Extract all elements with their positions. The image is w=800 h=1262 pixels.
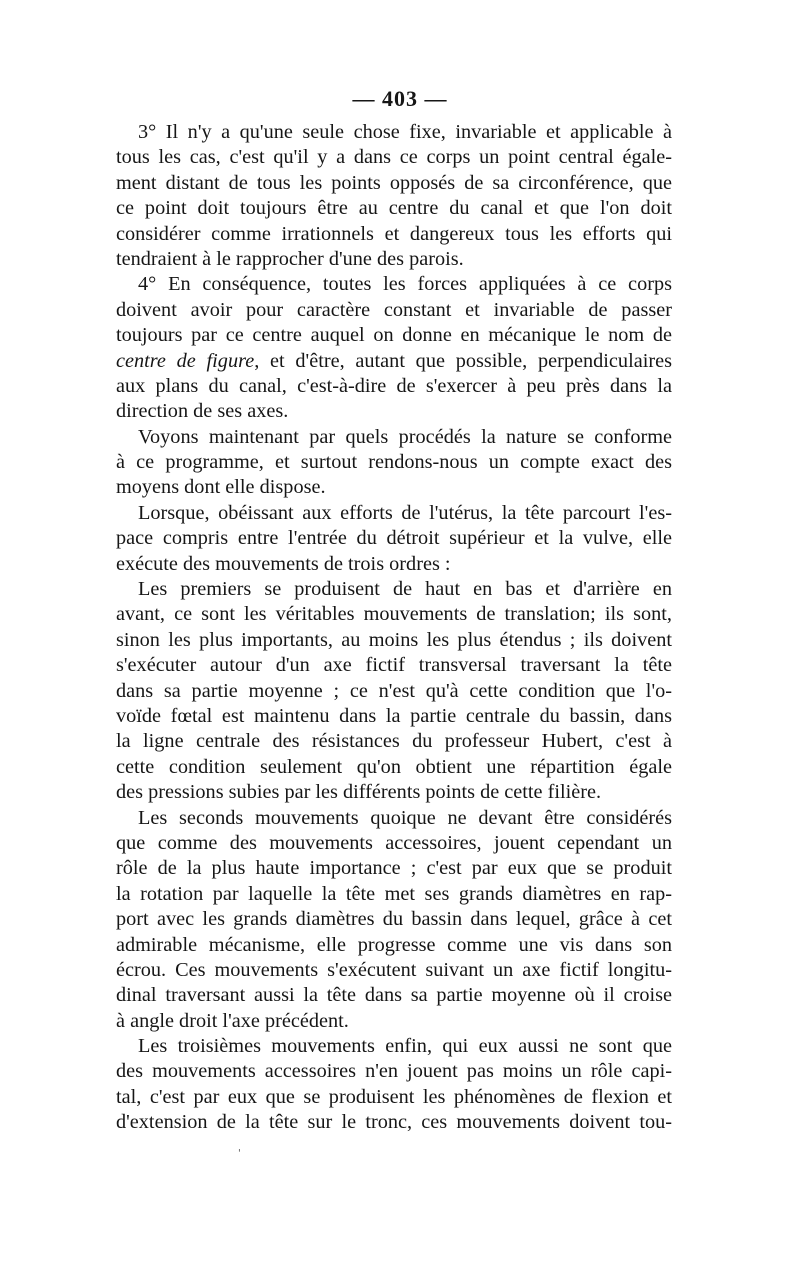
stray-mark: ' xyxy=(238,1148,241,1159)
text-line: 4° En conséquence, toutes les forces appliquées à ce corps xyxy=(138,273,672,296)
text-line: dinal traversant aussi la tête dans sa partie moyenne où il croise xyxy=(116,984,672,1007)
text-line: des mouvements accessoires n'en jouent pas moins un rôle capi- xyxy=(116,1060,672,1083)
text-line: dans sa partie moyenne ; ce n'est qu'à cette condition que l'o- xyxy=(116,679,672,702)
text-line: aux plans du canal, c'est-à-dire de s'exercer à peu près dans la xyxy=(116,374,672,397)
text-line xyxy=(116,349,672,374)
text-line: tendraient à le rapprocher d'une des parois. xyxy=(116,247,464,270)
text-line: 3° Il n'y a qu'une seule chose fixe, invariable et applicable à xyxy=(138,121,672,143)
text-line: d'extension de la tête sur le tronc, ces mouvements doivent tou- xyxy=(116,1111,672,1134)
text-line: direction de ses axes. xyxy=(116,400,289,423)
text-line: à angle droit l'axe précédent. xyxy=(116,1009,349,1032)
text-line: ment distant de tous les points opposés de sa circonférence, que xyxy=(116,171,672,194)
text-line: la rotation par laquelle la tête met ses grands diamètres en rap- xyxy=(116,882,672,905)
text-line: écrou. Ces mouvements s'exécutent suivant un axe fictif longitu- xyxy=(116,958,672,981)
text-line: Voyons maintenant par quels procédés la nature se conforme xyxy=(138,425,672,448)
text-line: voïde fœtal est maintenu dans la partie centrale du bassin, dans xyxy=(116,704,672,727)
text-line: moyens dont elle dispose. xyxy=(116,476,326,499)
text-line: doivent avoir pour caractère constant et invariable de passer xyxy=(116,298,672,321)
text-line: s'exécuter autour d'un axe fictif transversal traversant la tête xyxy=(116,654,672,677)
text-line: port avec les grands diamètres du bassin dans lequel, grâce à cet xyxy=(116,908,672,931)
text-line: avant, ce sont les véritables mouvements de translation; ils sont, xyxy=(116,603,672,626)
text-line: pace compris entre l'entrée du détroit supérieur et la vulve, elle xyxy=(116,527,672,550)
italic-term: centre de figure xyxy=(116,349,255,372)
text-line: Les premiers se produisent de haut en bas et d'arrière en xyxy=(138,578,672,601)
text-line: tal, c'est par eux que se produisent les phénomènes de flexion et xyxy=(116,1085,672,1108)
text-line: exécute des mouvements de trois ordres : xyxy=(116,552,451,575)
page-number: — 403 — xyxy=(352,86,448,111)
text-line: à ce programme, et surtout rendons-nous un compte exact des xyxy=(116,451,672,474)
text-line: ce point doit toujours être au centre du canal et que l'on doit xyxy=(116,197,672,220)
text-line: Les seconds mouvements quoique ne devant être considérés xyxy=(138,806,672,829)
text-line: des pressions subies par les différents points de cette filière. xyxy=(116,781,602,804)
text-line: la ligne centrale des résistances du professeur Hubert, c'est à xyxy=(116,730,672,753)
text-line: rôle de la plus haute importance ; c'est par eux que se produit xyxy=(116,857,672,880)
text-line: admirable mécanisme, elle progresse comme une vis dans son xyxy=(116,933,672,956)
text-line: Lorsque, obéissant aux efforts de l'utérus, la tête parcourt l'es- xyxy=(138,501,672,524)
text-line: tous les cas, c'est qu'il y a dans ce corps un point central égale- xyxy=(116,146,672,169)
text-line: que comme des mouvements accessoires, jouent cependant un xyxy=(116,831,672,854)
text-line: toujours par ce centre auquel on donne en mécanique le nom de xyxy=(116,324,672,347)
text-line: sinon les plus importants, au moins les plus étendus ; ils doivent xyxy=(116,628,672,651)
body-text xyxy=(116,120,672,1136)
text-line: considérer comme irrationnels et dangereux tous les efforts qui xyxy=(116,222,672,245)
text-line: cette condition seulement qu'on obtient une répartition égale xyxy=(116,755,672,778)
text-line-segment: , et d'être, autant que possible, perpendiculaires xyxy=(254,349,672,372)
text-line: Les troisièmes mouvements enfin, qui eux aussi ne sont que xyxy=(138,1035,672,1058)
